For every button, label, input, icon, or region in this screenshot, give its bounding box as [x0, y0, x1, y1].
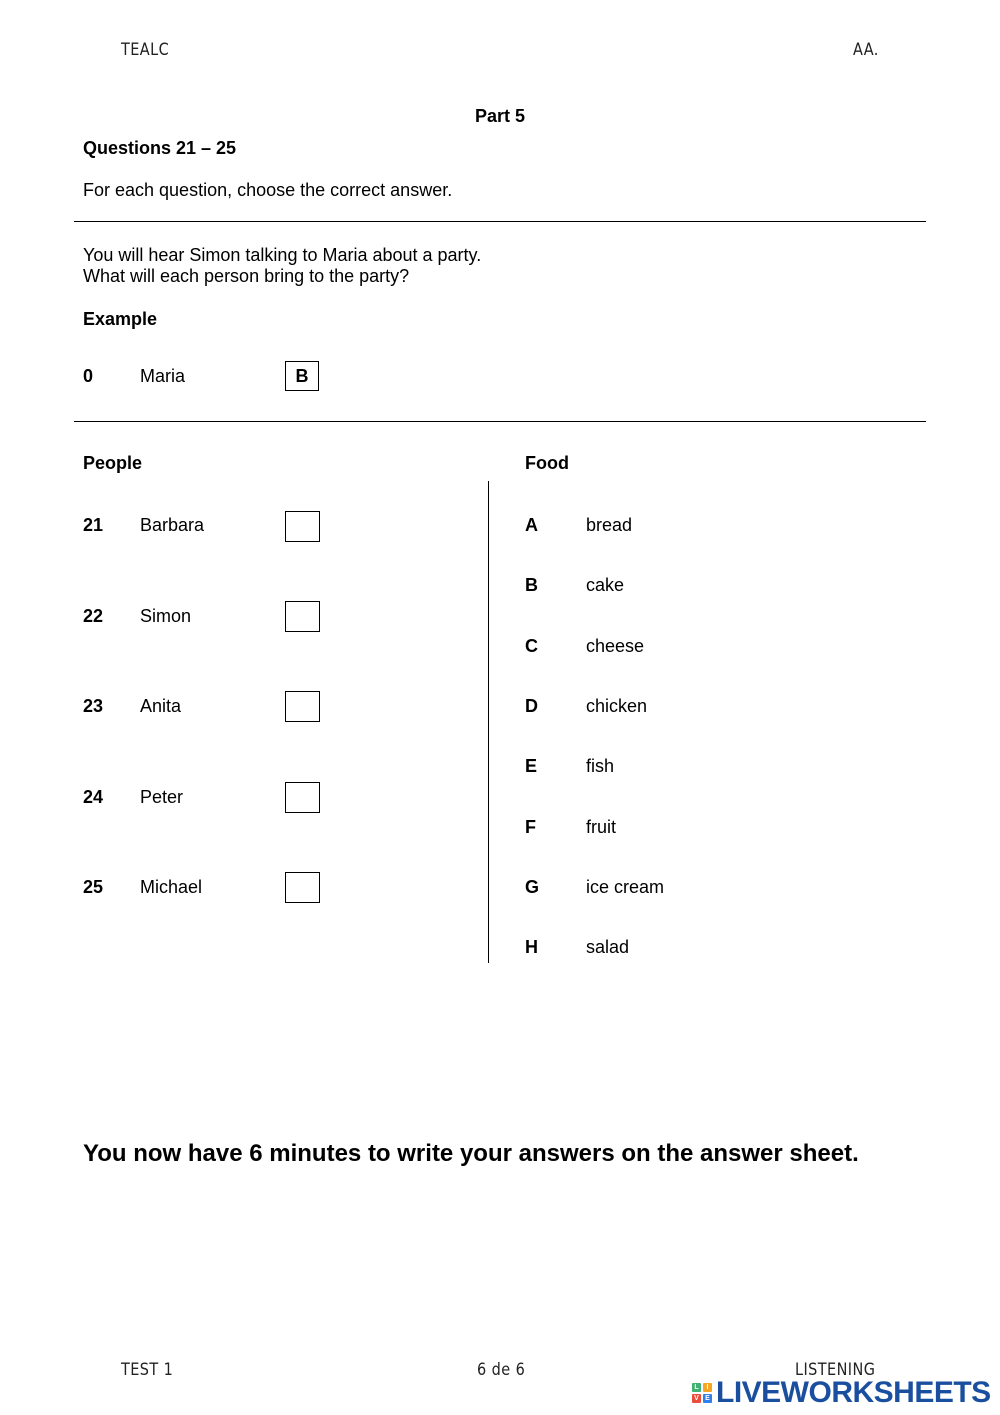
- logo-square: L: [692, 1383, 701, 1392]
- food-letter: E: [525, 756, 538, 776]
- food-heading: Food: [525, 453, 569, 473]
- question-number: 23: [83, 696, 104, 716]
- example-name: Maria: [140, 366, 186, 386]
- person-name: Simon: [140, 606, 192, 626]
- answer-box-22[interactable]: [285, 601, 320, 632]
- header-right-text: AA.: [853, 40, 879, 60]
- intro-line-2: What will each person bring to the party?: [83, 266, 410, 286]
- person-name: Peter: [140, 787, 184, 807]
- answer-box-23[interactable]: [285, 691, 320, 722]
- header-left-text: TEALC: [121, 40, 170, 60]
- example-number: 0: [83, 366, 94, 386]
- food-letter: C: [525, 636, 538, 656]
- footer-page-number: 6 de 6: [477, 1360, 526, 1380]
- food-item: salad: [586, 937, 630, 957]
- food-item: chicken: [586, 696, 648, 716]
- logo-square: V: [692, 1394, 701, 1403]
- divider-middle: [74, 421, 926, 422]
- part-title: Part 5: [475, 106, 526, 126]
- food-item: cheese: [586, 636, 645, 656]
- food-letter: H: [525, 937, 538, 957]
- divider-top: [74, 221, 926, 222]
- food-letter: B: [525, 575, 538, 595]
- questions-title: Questions 21 – 25: [83, 138, 237, 158]
- people-heading: People: [83, 453, 143, 473]
- intro-line-1: You will hear Simon talking to Maria about a party.: [83, 245, 482, 265]
- food-letter: D: [525, 696, 538, 716]
- footer-right-text: LISTENING: [795, 1360, 876, 1380]
- food-item: cake: [586, 575, 625, 595]
- question-number: 24: [83, 787, 104, 807]
- person-name: Michael: [140, 877, 203, 897]
- question-number: 25: [83, 877, 104, 897]
- food-item: bread: [586, 515, 633, 535]
- food-item: ice cream: [586, 877, 665, 897]
- liveworksheets-logo[interactable]: [692, 1376, 991, 1410]
- logo-square: E: [703, 1394, 712, 1403]
- food-letter: A: [525, 515, 538, 535]
- person-name: Anita: [140, 696, 182, 716]
- logo-squares-icon: [692, 1383, 712, 1403]
- food-item: fruit: [586, 817, 617, 837]
- logo-text: LIVEWORKSHEETS: [716, 1376, 991, 1409]
- question-number: 21: [83, 515, 104, 535]
- footer-left-text: TEST 1: [121, 1360, 174, 1380]
- question-number: 22: [83, 606, 104, 626]
- food-letter: G: [525, 877, 540, 897]
- answer-box-21[interactable]: [285, 511, 320, 542]
- person-name: Barbara: [140, 515, 205, 535]
- example-answer-box: B: [285, 361, 319, 391]
- instruction-text: For each question, choose the correct answer.: [83, 180, 453, 200]
- example-label: Example: [83, 309, 158, 329]
- answer-box-25[interactable]: [285, 872, 320, 903]
- column-divider: [488, 481, 489, 963]
- logo-square: I: [703, 1383, 712, 1392]
- closing-instruction: You now have 6 minutes to write your answers on the answer sheet.: [83, 1140, 859, 1167]
- answer-box-24[interactable]: [285, 782, 320, 813]
- food-item: fish: [586, 756, 615, 776]
- food-letter: F: [525, 817, 536, 837]
